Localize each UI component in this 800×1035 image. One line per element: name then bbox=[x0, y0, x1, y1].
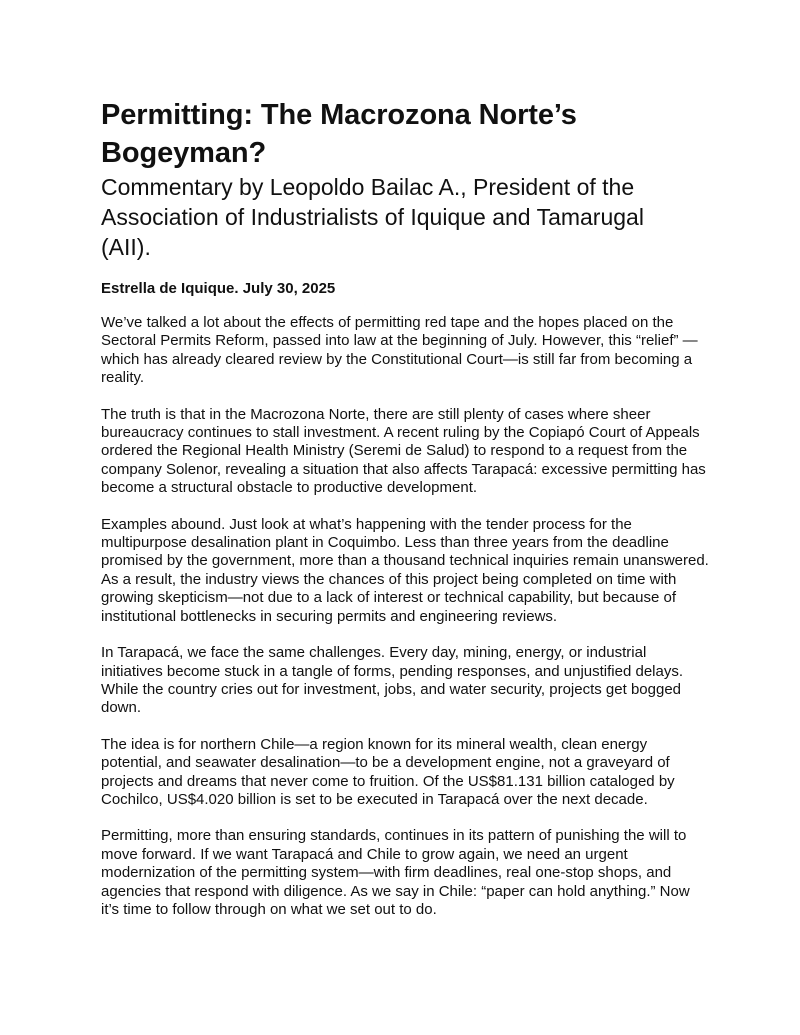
paragraph: Permitting, more than ensuring standards, continues in its pattern of punishing the will to move forward. If we want Tarapacá and Chile to grow again, we need an urgent modernization of the permitting system—with firm deadlines, real one-stop shops, and agencies that respond with diligence. As we say in Chile: “paper can hold anything.” Now it’s time to follow through on what we set out to do. bbox=[101, 827, 690, 918]
paragraph: In Tarapacá, we face the same challenges. Every day, mining, energy, or industrial initiatives become stuck in a tangle of forms, pending responses, and unjustified delays. While the country cries out for investment, jobs, and water security, projects get bogged down. bbox=[101, 644, 683, 717]
article bbox=[101, 96, 711, 919]
article-subtitle: Commentary by Leopoldo Bailac A., President of the Association of Industrialists of Iquique and Tamarugal (AII). bbox=[101, 174, 644, 260]
article-body bbox=[101, 314, 711, 919]
paragraph: The truth is that in the Macrozona Norte, there are still plenty of cases where sheer bureaucracy continues to stall investment. A recent ruling by the Copiapó Court of Appeals ordered the Regional Health Ministry (Seremi de Salud) to respond to a request from the company Solenor, revealing a situation that also affects Tarapacá: excessive permitting has become a structural obstacle to productive development. bbox=[101, 405, 706, 497]
paragraph: We’ve talked a lot about the effects of permitting red tape and the hopes placed on the Sectoral Permits Reform, passed into law at the beginning of July. However, this “relief” —which has already cleared review by the Constitutional Court—is still far from becoming a reality. bbox=[101, 314, 698, 387]
paragraph: The idea is for northern Chile—a region known for its mineral wealth, clean energy potential, and seawater desalination—to be a development engine, not a graveyard of projects and dreams that never come to fruition. Of the US$81.131 billion cataloged by Cochilco, US$4.020 billion is set to be executed in Tarapacá over the next decade. bbox=[101, 735, 675, 808]
paragraph: Examples abound. Just look at what’s happening with the tender process for the multipurpose desalination plant in Coquimbo. Less than three years from the deadline promised by the government, more than a thousand technical inquiries remain unanswered. As a result, the industry views the chances of this project being completed on time with growing skepticism—not due to a lack of interest or technical capability, but because of institutional bottlenecks in securing permits and engineering reviews. bbox=[101, 515, 709, 625]
article-title: Permitting: The Macrozona Norte’s Bogeyman? bbox=[101, 99, 577, 169]
article-dateline: Estrella de Iquique. July 30, 2025 bbox=[101, 280, 336, 297]
